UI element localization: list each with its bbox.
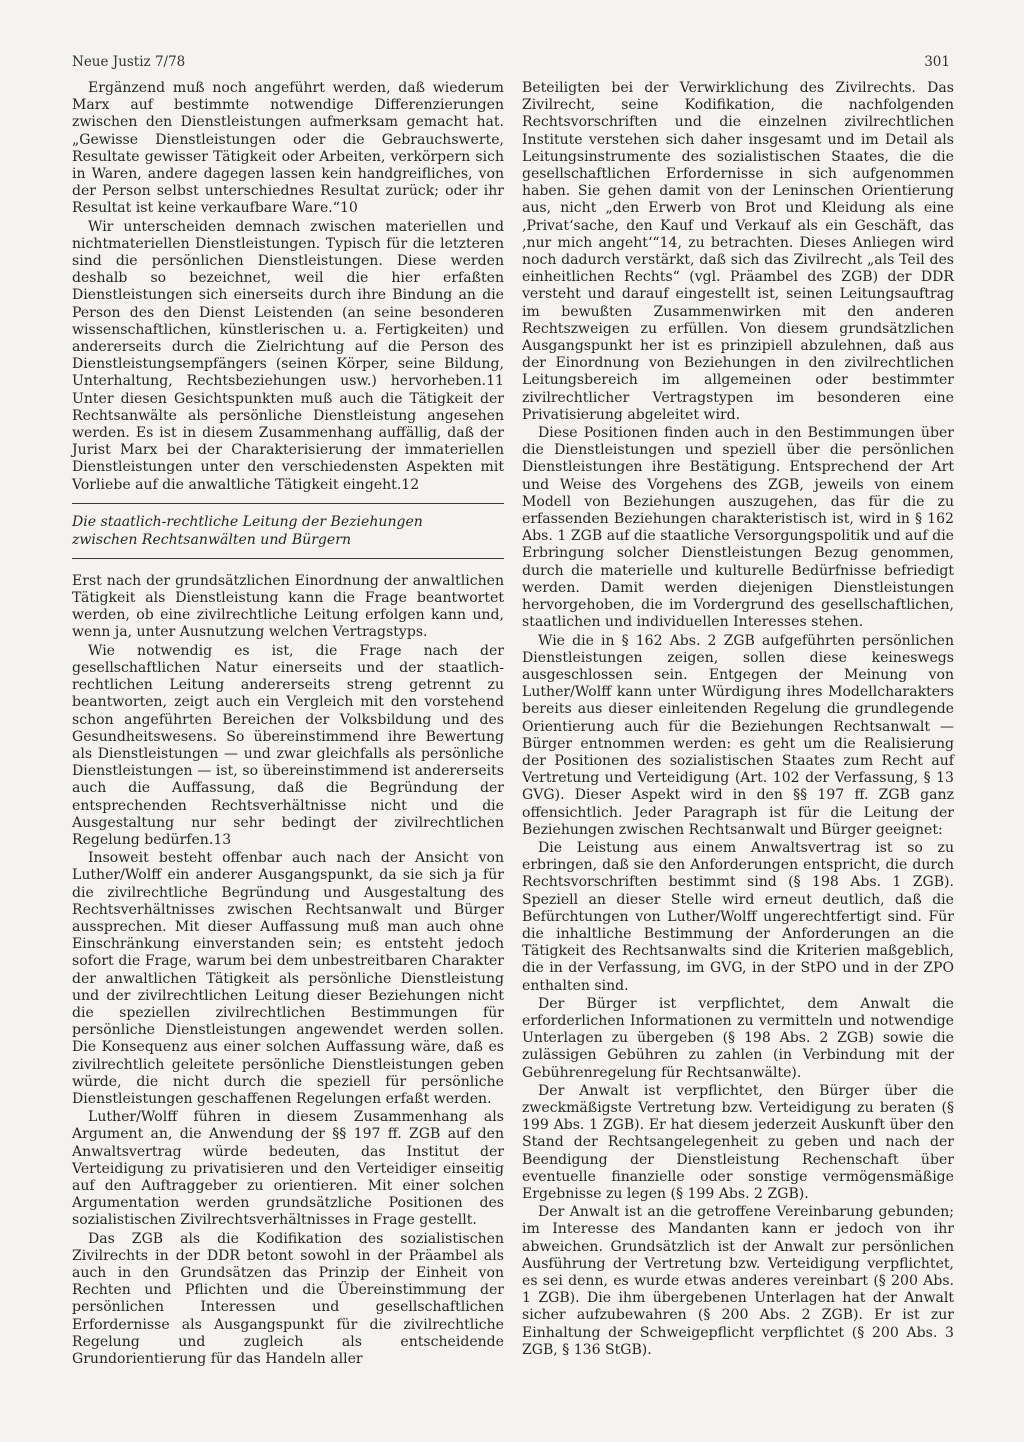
right-paragraph-7: Der Anwalt ist an die getroffene Vereinbarung gebunden; im Interesse des Mandanten kann er jedoch von ihr abweichen. Grundsätzlich ist der Anwalt zur persönlichen Ausführung der Vertretung bzw. Verteidigung verpflichtet, es sei denn, es wurde etwas anderes vereinbart (§ 200 Abs. 1 ZGB). Die ihm übergebenen Unterlagen hat der Anwalt sicher aufzubewahren (§ 200 Abs. 2 ZGB). Er ist zur Einhaltung der Schweigepflicht verpflichtet (§ 200 Abs. 3 ZGB, § 136 StGB). [522, 1204, 954, 1358]
right-paragraph-4: Die Leistung aus einem Anwaltsvertrag ist so zu erbringen, daß sie den Anforderungen entspricht, die durch Rechtsvorschriften bestimmt sind (§ 198 Abs. 1 ZGB). Speziell an dieser Stelle wird erneut deutlich, daß die Befürchtungen von Luther/Wolff ungerechtfertigt sind. Für die inhaltliche Bestimmung der Anforderungen an die Tätigkeit des Rechtsanwalts sind die Kriterien maßgeblich, die in der Verfassung, im GVG, in der StPO und in der ZPO enthalten sind. [522, 839, 954, 994]
journal-title: Neue Justiz 7/78 [72, 54, 186, 70]
section-heading [72, 503, 504, 559]
left-paragraph-2: Wir unterscheiden demnach zwischen materiellen und nichtmateriellen Dienstleistungen. Typisch für die letzteren sind die persönlichen Dienstleistungen. Diese werden deshalb so bezeichnet, weil die hier erfaßten Dienstleistungen sich einerseits durch ihre Bindung an die Person des den Dienst Leistenden (an seine besonderen wissenschaftlichen, künstlerischen u. a. Fertigkeiten) und andererseits durch die Zielrichtung auf die Person des Dienstleistungsempfängers (seinen Körper, seine Bildung, Unterhaltung, Rechtsbeziehungen usw.) hervorheben.11 Unter diesen Gesichtspunkten muß auch die Tätigkeit der Rechtsanwälte als persönliche Dienstleistung angesehen werden. Es ist in diesem Zusammenhang auffällig, daß der Jurist Marx bei der Charakterisierung der immateriellen Dienstleistungen unter den verschiedensten Aspekten mit Vorliebe auf die anwaltliche Tätigkeit eingeht.12 [72, 218, 504, 493]
left-paragraph-6: Luther/Wolff führen in diesem Zusammenhang als Argument an, die Anwendung der §§ 197 ff. ZGB auf den Anwaltsvertrag würde bedeuten, das Institut der Verteidigung zu privatisieren und den Verteidiger einseitig auf den Auftraggeber zu orientieren. Mit einer solchen Argumentation werden grundsätzliche Positionen des sozialistischen Zivilrechtsverhältnisses in Frage gestellt. [72, 1109, 504, 1229]
left-paragraph-4: Wie notwendig es ist, die Frage nach der gesellschaftlichen Natur einerseits und der staatlich-rechtlichen Leitung andererseits streng getrennt zu beantworten, zeigt auch ein Vergleich mit den vorstehend schon angeführten Bereichen der Volksbildung und des Gesundheitswesens. So übereinstimmend ihre Bewertung als Dienstleistungen — und zwar gleichfalls als persönliche Dienstleistungen — ist, so übereinstimmend ist andererseits auch die Auffassung, daß die Begründung der entsprechenden Rechtsverhältnisse nicht und die Ausgestaltung nur sehr bedingt der zivilrechtlichen Regelung bedürfen.13 [72, 642, 504, 848]
section-heading-line-1: Die staatlich-rechtliche Leitung der Beziehungen [72, 513, 423, 530]
right-column [522, 80, 954, 1369]
left-paragraph-3: Erst nach der grundsätzlichen Einordnung der anwaltlichen Tätigkeit als Dienstleistung kann die Frage beantwortet werden, ob eine zivilrechtliche Leitung erfolgen kann und, wenn ja, unter Ausnutzung welchen Vertragstyps. [72, 572, 504, 641]
left-paragraph-1: Ergänzend muß noch angeführt werden, daß wiederum Marx auf bestimmte notwendige Differenzierungen zwischen den Dienstleistungen aufmerksam gemacht hat. „Gewisse Dienstleistungen oder die Gebrauchswerte, Resultate gewisser Tätigkeit oder Arbeiten, verkörpern sich in Waren, andere dagegen lassen kein handgreifliches, von der Person selbst unterschiednes Resultat zurück; oder ihr Resultat ist keine verkaufbare Ware.“10 [72, 80, 504, 217]
right-paragraph-3: Wie die in § 162 Abs. 2 ZGB aufgeführten persönlichen Dienstleistungen zeigen, sollen diese keineswegs ausgeschlossen sein. Entgegen der Meinung von Luther/Wolff kann unter Würdigung ihres Modellcharakters bereits aus dieser einleitenden Regelung die grundlegende Orientierung auch für die Beziehungen Rechtsanwalt — Bürger entnommen werden: es geht um die Realisierung der Positionen des sozialistischen Staates zum Recht auf Vertretung und Verteidigung (Art. 102 der Verfassung, § 13 GVG). Dieser Aspekt wird in den §§ 197 ff. ZGB ganz offensichtlich. Jeder Paragraph ist für die Leitung der Beziehungen zwischen Rechtsanwalt und Bürger geeignet: [522, 632, 954, 838]
left-paragraph-5: Insoweit besteht offenbar auch nach der Ansicht von Luther/Wolff ein anderer Ausgangspunkt, da sie sich ja für die zivilrechtliche Begründung und Ausgestaltung des Rechtsverhältnisses zwischen Rechtsanwalt und Bürger aussprechen. Mit dieser Auffassung muß man auch ohne Einschränkung einverstanden sein; es entsteht jedoch sofort die Frage, warum bei dem unbestreitbaren Charakter der anwaltlichen Tätigkeit als persönliche Dienstleistung und der zivilrechtlichen Leitung dieser Beziehungen nicht die speziellen zivilrechtlichen Bestimmungen für persönliche Dienstleistungen angewendet werden sollen. Die Konsequenz aus einer solchen Auffassung wäre, daß es zivilrechtlich geleitete persönliche Dienstleistungen geben würde, die nicht durch die speziell für persönliche Dienstleistungen geschaffenen Regelungen erfaßt werden. [72, 850, 504, 1107]
right-paragraph-1: Beteiligten bei der Verwirklichung des Zivilrechts. Das Zivilrecht, seine Kodifikation, die nachfolgenden Rechtsvorschriften und die einzelnen zivilrechtlichen Institute verstehen sich daher insgesamt und im Detail als Leitungsinstrumente des sozialistischen Staates, die die gesellschaftlichen Erfordernisse in sich aufgenommen haben. Sie gehen damit von der Leninschen Orientierung aus, nicht „den Erwerb von Brot und Kleidung als eine ‚Privat‘sache, den Kauf und Verkauf als ein Geschäft, das ‚nur mich angeht‘“14, zu betrachten. Dieses Anliegen wird noch dadurch verstärkt, daß sich das Zivilrecht „als Teil des einheitlichen Rechts“ (vgl. Präambel des ZGB) der DDR versteht und darauf eingestellt ist, seinen Leitungsauftrag im bewußten Zusammenwirken mit den anderen Rechtszweigen zu erfüllen. Von diesem grundsätzlichen Ausgangspunkt her ist es prinzipiell abzulehnen, daß aus der Einordnung von Beziehungen in den zivilrechtlichen Leitungsbereich im allgemeinen oder bestimmter zivilrechtlicher Vertragstypen im besonderen eine Privatisierung abgeleitet wird. [522, 80, 954, 423]
left-paragraph-7: Das ZGB als die Kodifikation des sozialistischen Zivilrechts in der DDR betont sowohl in der Präambel als auch in den Grundsätzen das Prinzip der Einheit von Rechten und Pflichten und die Übereinstimmung der persönlichen Interessen und gesellschaftlichen Erfordernisse als Ausgangspunkt für die zivilrechtliche Regelung und zugleich als entscheidende Grundorientierung für das Handeln aller [72, 1230, 504, 1368]
article-body [72, 80, 954, 1369]
page-number: 301 [924, 54, 950, 70]
page-header [72, 51, 950, 73]
right-paragraph-2: Diese Positionen finden auch in den Bestimmungen über die Dienstleistungen und speziell über die persönlichen Dienstleistungen ihre Bestätigung. Entsprechend der Art und Weise des Vorgehens des ZGB, jeweils von einem Modell von Beziehungen auszugehen, das für die zu erfassenden Beziehungen charakteristisch ist, wird in § 162 Abs. 1 ZGB auf die staatliche Versorgungspolitik und auf die Erbringung solcher Dienstleistungen Bezug genommen, durch die materielle und kulturelle Bedürfnisse befriedigt werden. Damit werden diejenigen Dienstleistungen hervorgehoben, die im Vordergrund des gesellschaftlichen, staatlichen und individuellen Interesses stehen. [522, 425, 954, 631]
section-heading-line-2: zwischen Rechtsanwälten und Bürgern [72, 531, 352, 548]
right-paragraph-5: Der Bürger ist verpflichtet, dem Anwalt die erforderlichen Informationen zu vermitteln und notwendige Unterlagen zu übergeben (§ 198 Abs. 2 ZGB) sowie die zulässigen Gebühren zu zahlen (in Verbindung mit der Gebührenregelung für Rechtsanwälte). [522, 995, 954, 1081]
left-column [72, 80, 504, 1369]
right-paragraph-6: Der Anwalt ist verpflichtet, den Bürger über die zweckmäßigste Vertretung bzw. Verteidigung zu beraten (§ 199 Abs. 1 ZGB). Er hat diesem jederzeit Auskunft über den Stand der Rechtsangelegenheit zu geben und nach der Beendigung der Dienstleistung Rechenschaft über eventuelle finanzielle oder sonstige vermögensmäßige Ergebnisse zu legen (§ 199 Abs. 2 ZGB). [522, 1082, 954, 1202]
